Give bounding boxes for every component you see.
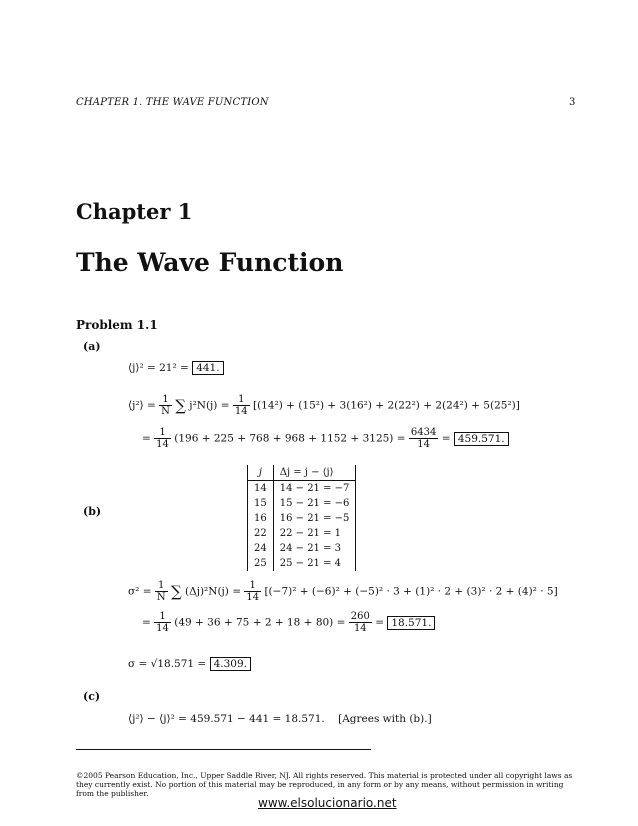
equation-mean-of-square-cont — [142, 427, 509, 450]
chapter-label: Chapter 1 — [76, 199, 193, 224]
table-cell: 24 − 21 = 3 — [273, 541, 356, 556]
chapter-title: The Wave Function — [76, 248, 344, 277]
fraction-numerator: 1 — [154, 611, 171, 623]
fraction — [409, 427, 438, 450]
deviation-table — [247, 465, 356, 571]
table-row — [248, 481, 356, 497]
eq-equals: = — [142, 432, 151, 445]
fraction-denominator: N — [161, 406, 170, 417]
equation-mean-of-square — [128, 394, 520, 417]
table-cell: 14 − 21 = −7 — [273, 481, 356, 497]
eq-rhs: [(14²) + (15²) + 3(16²) + 2(22²) + 2(24²) + 5(25²)] — [252, 399, 520, 412]
boxed-answer: 18.571. — [387, 616, 435, 630]
fraction-denominator: 14 — [246, 592, 260, 603]
equation-variance-cont — [142, 611, 435, 634]
boxed-answer: 4.309. — [210, 657, 251, 671]
eq-check-note: [Agrees with (b).] — [338, 713, 432, 725]
part-a-label: (a) — [83, 340, 101, 353]
fraction-denominator: N — [156, 592, 166, 603]
eq-mid: (196 + 225 + 768 + 968 + 1152 + 3125) = — [174, 432, 406, 445]
running-header: CHAPTER 1. THE WAVE FUNCTION — [76, 97, 269, 108]
fraction — [349, 611, 372, 634]
equation-mean-squared — [128, 362, 224, 374]
fraction-denominator: 14 — [156, 623, 169, 634]
boxed-answer: 459.571. — [454, 432, 509, 446]
table-row — [248, 511, 356, 526]
eq-equals: = — [375, 616, 385, 629]
problem-heading: Problem 1.1 — [76, 318, 158, 332]
table-cell: 22 — [248, 526, 274, 541]
fraction-denominator: 14 — [417, 439, 430, 450]
fraction — [154, 427, 171, 450]
eq-rhs: [(−7)² + (−6)² + (−5)² · 3 + (1)² · 2 + (3)² · 2 + (4)² · 5] — [264, 585, 558, 598]
summation-symbol: ∑ — [170, 582, 182, 601]
table-cell: 15 − 21 = −6 — [273, 496, 356, 511]
fraction — [155, 580, 168, 603]
table-cell: 22 − 21 = 1 — [273, 526, 356, 541]
fraction-denominator: 14 — [234, 406, 248, 417]
boxed-answer: 441. — [192, 361, 223, 375]
fraction-numerator: 1 — [244, 580, 261, 592]
eq-sum-term: (Δj)²N(j) = — [185, 585, 242, 598]
eq-lhs: σ = √18.571 = — [128, 658, 207, 670]
table-header-j: j — [248, 465, 274, 481]
fraction-numerator: 6434 — [410, 427, 437, 438]
table-row — [248, 541, 356, 556]
fraction — [159, 394, 172, 417]
summation-symbol: ∑ — [175, 396, 186, 415]
eq-equals: = — [142, 616, 151, 629]
fraction-denominator: 14 — [156, 439, 169, 450]
table-cell: 14 — [248, 481, 274, 497]
page-number: 3 — [569, 97, 576, 108]
table-header-delta: Δj = j − ⟨j⟩ — [273, 465, 356, 481]
table-cell: 24 — [248, 541, 274, 556]
site-link[interactable]: www.elsolucionario.net — [258, 796, 397, 810]
table-row — [248, 526, 356, 541]
eq-equals: = — [441, 432, 451, 445]
fraction — [154, 611, 171, 634]
table-cell: 25 − 21 = 4 — [273, 556, 356, 571]
eq-check-expression: ⟨j²⟩ − ⟨j⟩² = 459.571 − 441 = 18.571. — [128, 713, 325, 725]
fraction — [244, 580, 261, 603]
eq-sum-term: j²N(j) = — [189, 399, 230, 412]
copyright-notice: ©2005 Pearson Education, Inc., Upper Saddle River, NJ. All rights reserved. This material is protected under all copyright laws as they currently exist. No portion of this material may be reproduced, in any form or by any means, without permission in writing from the publisher. — [76, 771, 573, 798]
fraction-numerator: 1 — [154, 427, 171, 439]
eq-lhs: ⟨j²⟩ = — [128, 399, 156, 412]
table-row — [248, 496, 356, 511]
eq-lhs: ⟨j⟩² = 21² = — [128, 362, 189, 374]
equation-variance — [128, 580, 558, 603]
footnote-rule — [76, 749, 371, 750]
fraction-denominator: 14 — [353, 623, 367, 634]
fraction-numerator: 1 — [233, 394, 250, 406]
table-cell: 15 — [248, 496, 274, 511]
eq-mid: (49 + 36 + 75 + 2 + 18 + 80) = — [174, 616, 346, 629]
table-cell: 25 — [248, 556, 274, 571]
equation-std-dev — [128, 658, 251, 670]
part-c-label: (c) — [83, 690, 101, 703]
table-header-row — [248, 465, 356, 481]
fraction — [233, 394, 250, 417]
table-row — [248, 556, 356, 571]
fraction-numerator: 260 — [350, 611, 370, 622]
table-cell: 16 − 21 = −5 — [273, 511, 356, 526]
table-cell: 16 — [248, 511, 274, 526]
fraction-numerator: 1 — [155, 580, 168, 592]
part-b-label: (b) — [83, 505, 102, 518]
eq-lhs: σ² = — [128, 585, 152, 598]
equation-check — [128, 713, 432, 725]
fraction-numerator: 1 — [159, 394, 172, 406]
